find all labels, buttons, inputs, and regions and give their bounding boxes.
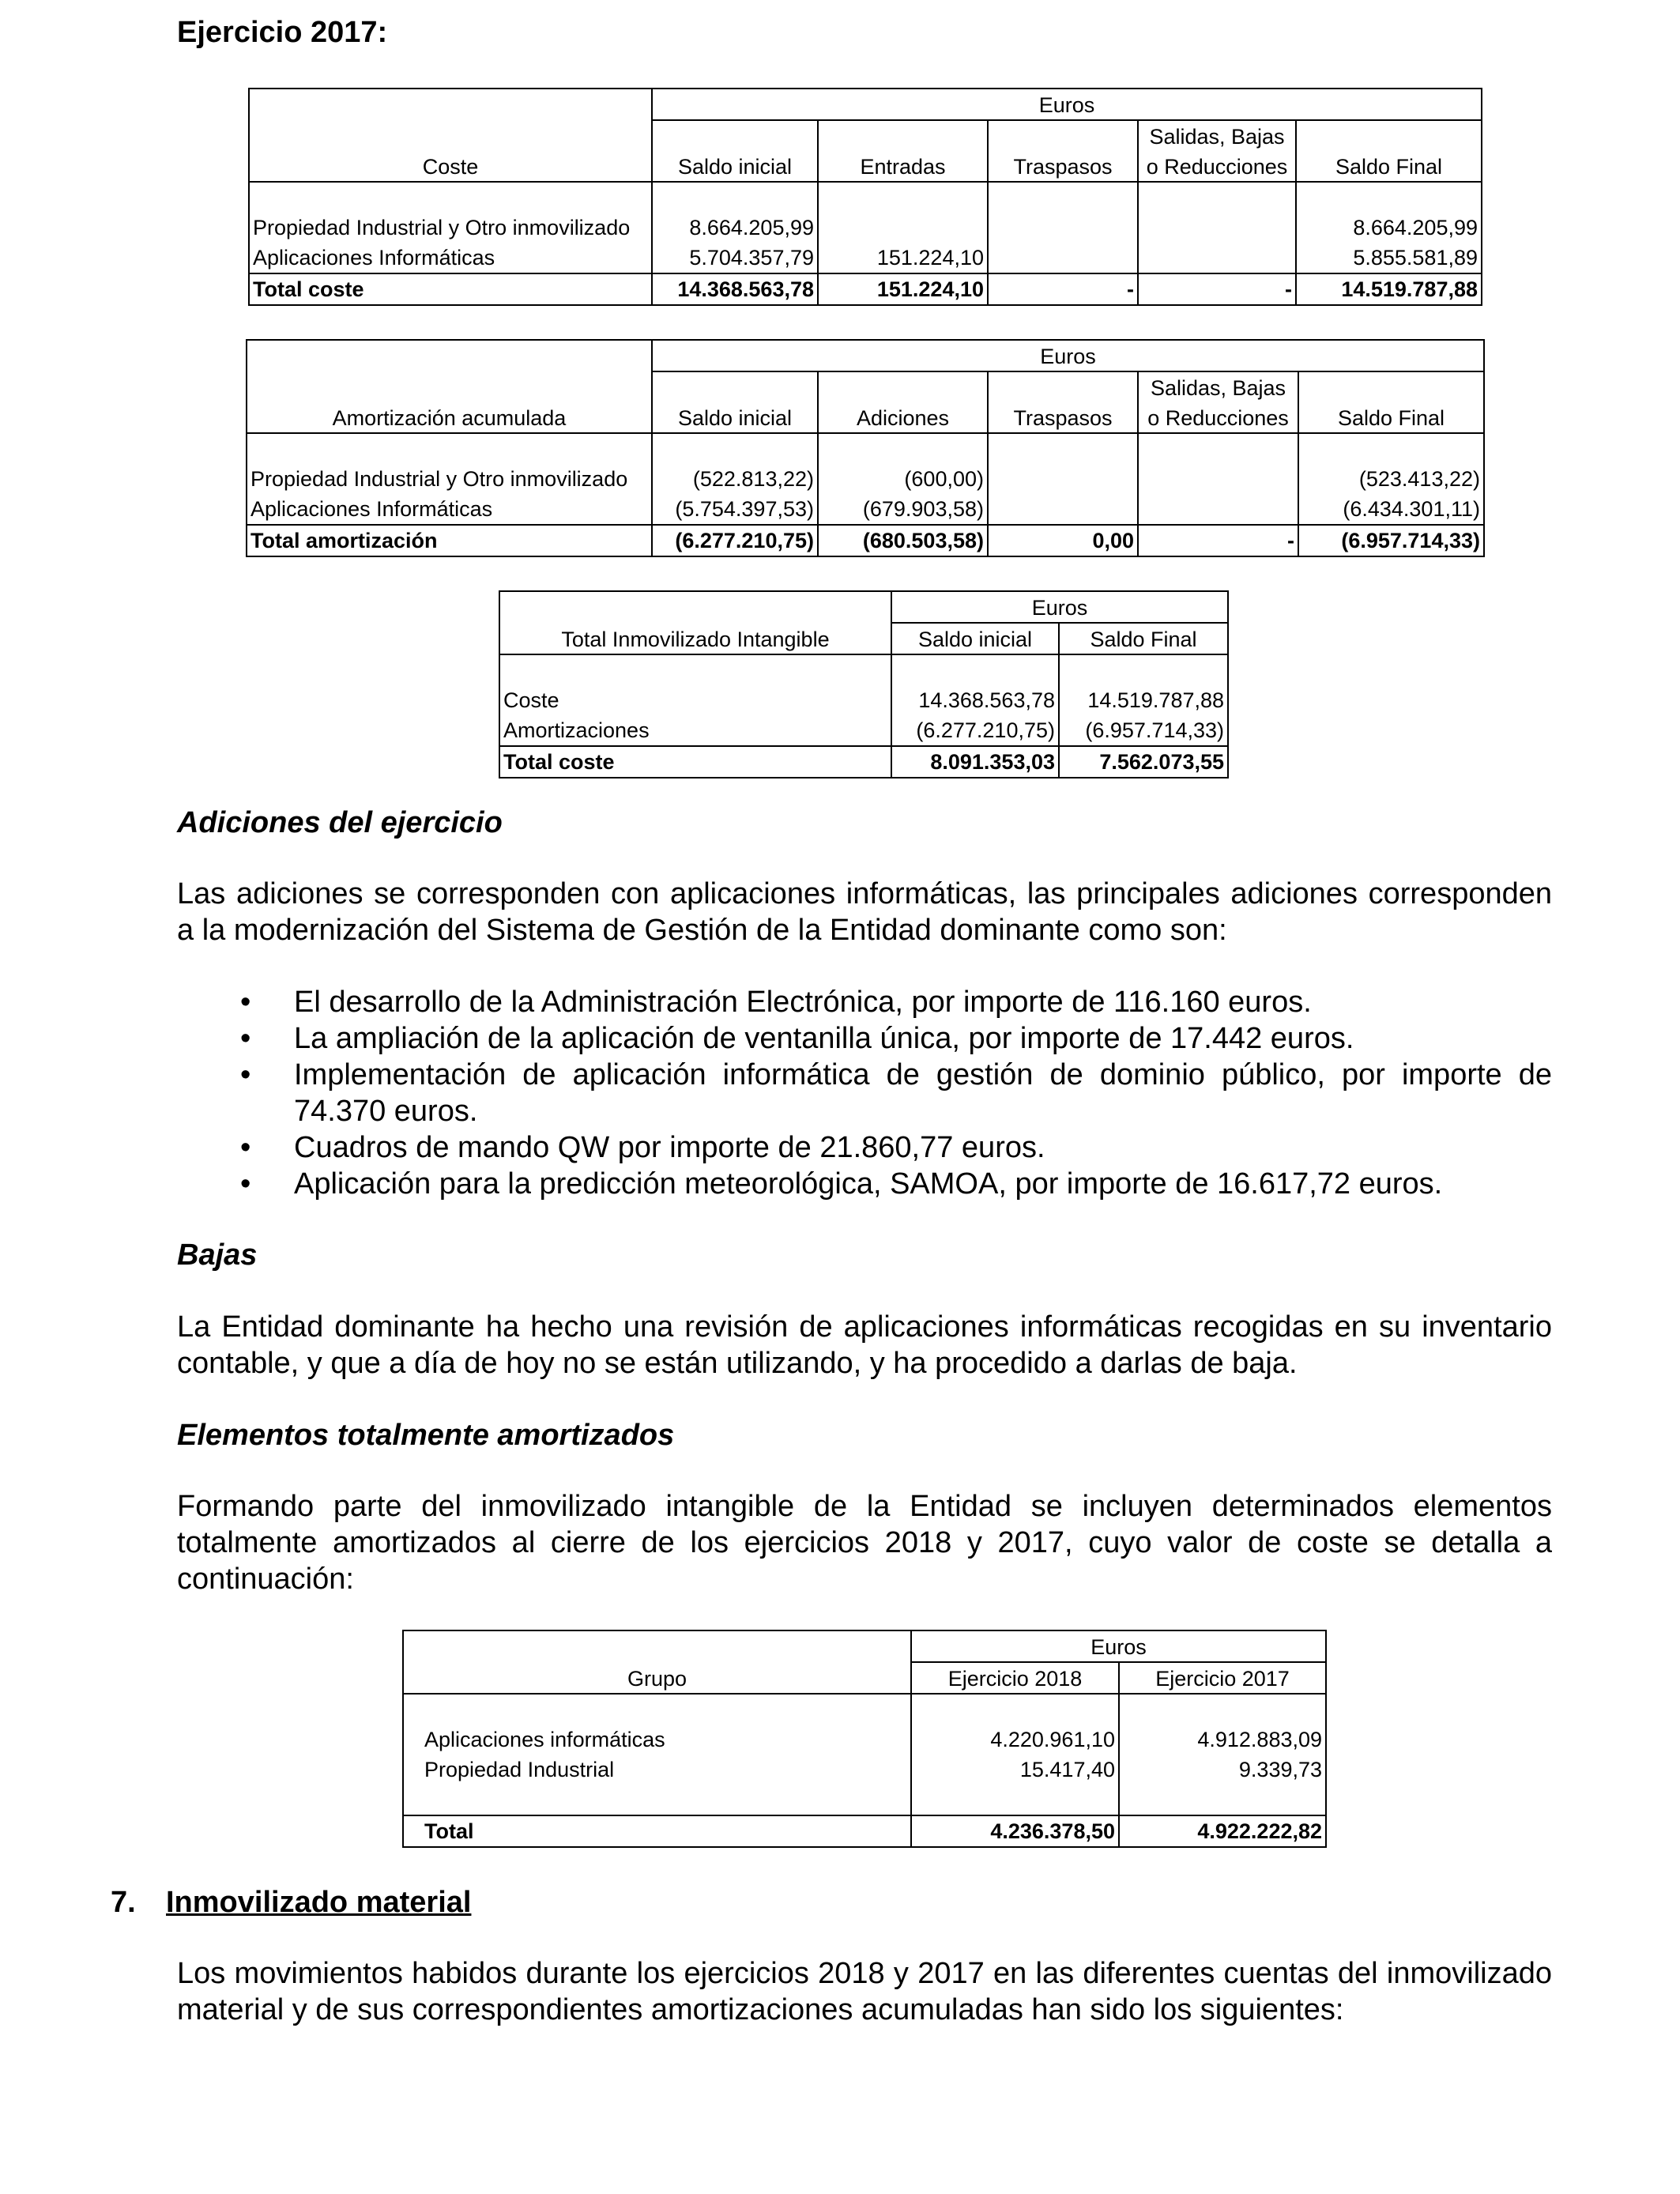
total-col-label: Total Inmovilizado Intangible: [499, 591, 891, 654]
grupo-unit: Euros: [911, 1630, 1326, 1662]
adiciones-paragraph: Las adiciones se corresponden con aplicaciones informáticas, las principales adiciones corresponden a la modernización del Sistema de Gestión de la Entidad dominante como son:: [177, 877, 1552, 947]
section-7-paragraph: Los movimientos habidos durante los ejercicios 2018 y 2017 en las diferentes cuentas del inmovilizado material y de sus correspondientes amortizaciones acumuladas han sido los siguientes:: [177, 1957, 1552, 2026]
coste-col-salidas-1: Salidas, Bajas: [1138, 120, 1296, 151]
adiciones-heading: Adiciones del ejercicio: [177, 806, 503, 839]
amort-col-salidas-2: o Reducciones: [1138, 402, 1298, 433]
amort-col-saldo-inicial: Saldo inicial: [652, 402, 818, 433]
coste-col-saldo-inicial: Saldo inicial: [652, 151, 818, 182]
total-unit: Euros: [891, 591, 1228, 623]
table-row: Amortizaciones (6.277.210,75) (6.957.714,33): [499, 715, 1228, 746]
coste-col-traspasos: Traspasos: [988, 151, 1138, 182]
grupo-table: [402, 1630, 1327, 1848]
coste-col-entradas: Entradas: [818, 151, 988, 182]
coste-col-saldo-final: Saldo Final: [1296, 151, 1482, 182]
total-row: Total 4.236.378,50 4.922.222,82: [403, 1815, 1326, 1847]
grupo-col-label: Grupo: [403, 1630, 911, 1694]
list-item: • La ampliación de la aplicación de ventanilla única, por importe de 17.442 euros.: [177, 1020, 1552, 1057]
coste-table: [248, 88, 1482, 306]
amort-col-label: Amortización acumulada: [247, 340, 652, 433]
table-row: Propiedad Industrial 15.417,40 9.339,73: [403, 1755, 1326, 1785]
adiciones-list: [177, 984, 1552, 1202]
bajas-paragraph: La Entidad dominante ha hecho una revisión de aplicaciones informáticas recogidas en su inventario contable, y que a día de hoy no se están utilizando, y ha procedido a darlas de baja.: [177, 1310, 1552, 1380]
coste-col-label: Coste: [249, 89, 652, 182]
amort-col-salidas-1: Salidas, Bajas: [1138, 371, 1298, 402]
table-row: Aplicaciones Informáticas (5.754.397,53) (679.903,58) (6.434.301,11): [247, 494, 1484, 525]
section-number: 7.: [111, 1886, 136, 1919]
list-item: • Cuadros de mando QW por importe de 21.860,77 euros.: [177, 1129, 1552, 1166]
total-col-saldo-inicial: Saldo inicial: [891, 623, 1059, 654]
amort-unit: Euros: [652, 340, 1484, 371]
amortizacion-table: [246, 339, 1485, 557]
total-row: Total coste 14.368.563,78 151.224,10 - - 14.519.787,88: [249, 273, 1482, 305]
page-heading-year: Ejercicio 2017:: [177, 16, 388, 49]
table-row: Aplicaciones Informáticas 5.704.357,79 151.224,10 5.855.581,89: [249, 243, 1482, 273]
total-row: Total coste 8.091.353,03 7.562.073,55: [499, 746, 1228, 778]
bajas-heading: Bajas: [177, 1238, 258, 1272]
section-7-heading: [111, 1886, 471, 1920]
total-inmovilizado-table: [499, 590, 1229, 778]
amortizados-heading: Elementos totalmente amortizados: [177, 1419, 675, 1452]
grupo-col-2017: Ejercicio 2017: [1119, 1662, 1326, 1694]
table-row: Propiedad Industrial y Otro inmovilizado 8.664.205,99 8.664.205,99: [249, 213, 1482, 243]
amort-col-traspasos: Traspasos: [988, 402, 1138, 433]
coste-unit: Euros: [652, 89, 1482, 120]
section-title: Inmovilizado material: [166, 1886, 472, 1919]
list-item: • El desarrollo de la Administración Electrónica, por importe de 116.160 euros.: [177, 984, 1552, 1020]
table-row: Coste 14.368.563,78 14.519.787,88: [499, 685, 1228, 715]
table-row: Aplicaciones informáticas 4.220.961,10 4.912.883,09: [403, 1725, 1326, 1755]
coste-col-salidas-2: o Reducciones: [1138, 151, 1296, 182]
grupo-col-2018: Ejercicio 2018: [911, 1662, 1119, 1694]
table-row: Propiedad Industrial y Otro inmovilizado (522.813,22) (600,00) (523.413,22): [247, 464, 1484, 494]
amortizados-paragraph: Formando parte del inmovilizado intangible de la Entidad se incluyen determinados elementos totalmente amortizados al cierre de los ejercicios 2018 y 2017, cuyo valor de coste se detalla a continuación:: [177, 1490, 1552, 1596]
amort-col-saldo-final: Saldo Final: [1298, 402, 1484, 433]
amort-col-adiciones: Adiciones: [818, 402, 988, 433]
list-item: • Implementación de aplicación informática de gestión de dominio público, por importe de 74.370 euros.: [177, 1057, 1552, 1129]
total-row: Total amortización (6.277.210,75) (680.503,58) 0,00 - (6.957.714,33): [247, 525, 1484, 556]
list-item: • Aplicación para la predicción meteorológica, SAMOA, por importe de 16.617,72 euros.: [177, 1166, 1552, 1202]
total-col-saldo-final: Saldo Final: [1059, 623, 1228, 654]
